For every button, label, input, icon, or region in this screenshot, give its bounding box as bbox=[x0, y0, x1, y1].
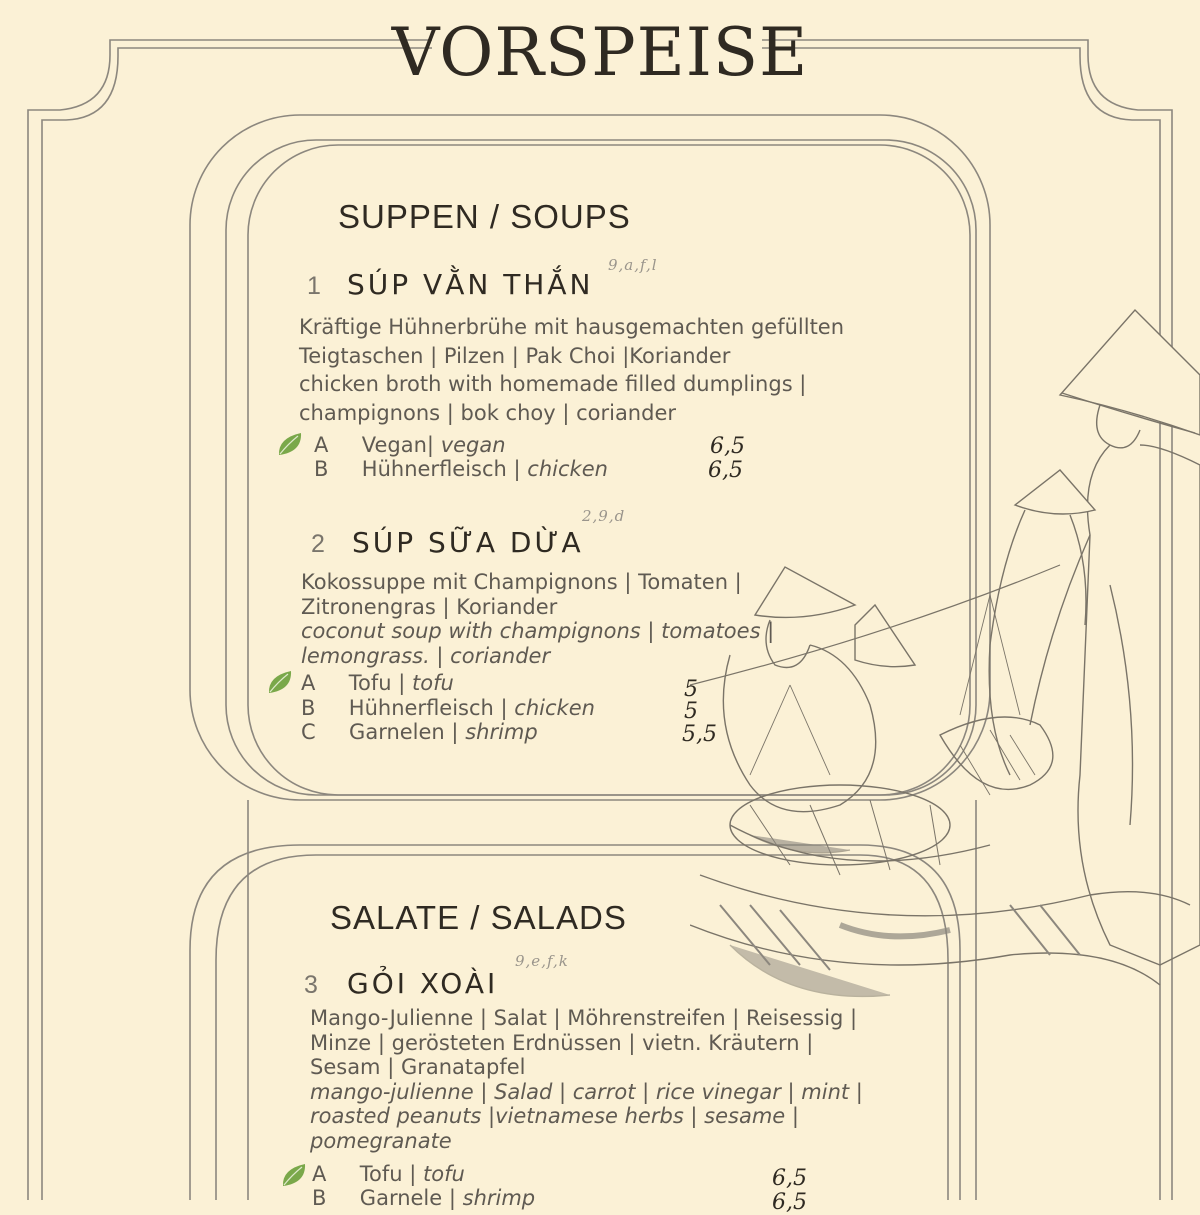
option-label-en: shrimp bbox=[462, 1186, 536, 1210]
desc-line: Kokossuppe mit Champignons | Tomaten | bbox=[301, 570, 742, 594]
option-price: 6,5 bbox=[708, 458, 743, 483]
desc-line: Teigtaschen | Pilzen | Pak Choi |Koriander bbox=[299, 343, 731, 368]
allergen-codes: 9,a,f,l bbox=[608, 256, 658, 274]
option-price: 5,5 bbox=[682, 722, 717, 747]
option-label-de: Hühnerfleisch | bbox=[348, 696, 508, 720]
option-label-en: shrimp bbox=[465, 720, 538, 744]
desc-line: chicken broth with homemade filled dumplings | bbox=[299, 372, 807, 396]
option-label-de: Garnelen | bbox=[349, 720, 459, 744]
desc-line: coconut soup with champignons | tomatoes | bbox=[301, 619, 775, 643]
option-letter: C bbox=[301, 720, 316, 744]
desc-line: Sesam | Granatapfel bbox=[310, 1055, 526, 1079]
leaf-icon bbox=[280, 1161, 308, 1189]
option-letter: A bbox=[314, 433, 329, 457]
option-label-de: Vegan| bbox=[361, 433, 434, 457]
desc-line: champignons | bok choy | coriander bbox=[299, 400, 677, 425]
option-label-en: tofu bbox=[412, 671, 454, 695]
dish-number: 2 bbox=[311, 530, 325, 558]
allergen-codes: 9,e,f,k bbox=[515, 952, 569, 970]
section-title-salads: SALATE / SALADS bbox=[330, 899, 627, 936]
option-label-en: vegan bbox=[440, 433, 506, 457]
option-price: 6,5 bbox=[772, 1166, 807, 1191]
option-label-de: Tofu | bbox=[348, 671, 406, 695]
option-row bbox=[301, 696, 595, 720]
dish-description bbox=[299, 313, 844, 427]
option-letter: A bbox=[312, 1162, 327, 1186]
option-price: 5 bbox=[684, 699, 698, 724]
option-label-de: Garnele | bbox=[359, 1186, 456, 1210]
option-row bbox=[312, 1162, 465, 1186]
option-row bbox=[312, 1186, 535, 1210]
option-letter: B bbox=[314, 457, 329, 481]
option-price: 6,5 bbox=[772, 1190, 807, 1215]
desc-line: roasted peanuts |vietnamese herbs | sesame | bbox=[310, 1104, 799, 1128]
leaf-icon bbox=[276, 430, 304, 458]
dish-name: SÚP VẰN THẮN bbox=[347, 268, 594, 301]
dish-name: GỎI XOÀI bbox=[347, 967, 499, 1000]
page-title: VORSPEISE bbox=[391, 14, 809, 91]
dish-name: SÚP SỮA DỪA bbox=[352, 526, 584, 559]
option-price: 5 bbox=[684, 677, 698, 702]
desc-line: mango-julienne | Salad | carrot | rice vinegar | mint | bbox=[310, 1079, 863, 1104]
allergen-codes: 2,9,d bbox=[582, 507, 626, 525]
desc-line: Mango-Julienne | Salat | Möhrenstreifen | Reisessig | bbox=[310, 1006, 858, 1030]
desc-line: Minze | gerösteten Erdnüssen | vietn. Kräutern | bbox=[310, 1030, 814, 1055]
dish-number: 1 bbox=[307, 272, 321, 300]
option-letter: B bbox=[301, 696, 316, 720]
option-label-en: tofu bbox=[423, 1162, 465, 1186]
option-row bbox=[301, 720, 538, 744]
section-title-soups: SUPPEN / SOUPS bbox=[338, 198, 631, 235]
option-row bbox=[301, 671, 454, 695]
dish-number: 3 bbox=[304, 971, 318, 999]
option-label-de: Hühnerfleisch | bbox=[361, 457, 521, 481]
option-letter: A bbox=[301, 671, 316, 695]
desc-line: Zitronengras | Koriander bbox=[301, 594, 558, 619]
option-label-de: Tofu | bbox=[359, 1162, 417, 1186]
dish-description bbox=[310, 1006, 863, 1153]
leaf-icon bbox=[266, 668, 294, 696]
desc-line: pomegranate bbox=[310, 1128, 452, 1153]
option-row bbox=[314, 433, 506, 457]
option-label-en: chicken bbox=[527, 457, 608, 481]
desc-line: Kräftige Hühnerbrühe mit hausgemachten gefüllten bbox=[299, 315, 845, 339]
option-letter: B bbox=[312, 1186, 327, 1210]
option-label-en: chicken bbox=[514, 696, 595, 720]
option-row bbox=[314, 457, 608, 481]
dish-description bbox=[301, 570, 774, 668]
desc-line: lemongrass. | coriander bbox=[301, 643, 551, 668]
option-price: 6,5 bbox=[710, 434, 745, 459]
